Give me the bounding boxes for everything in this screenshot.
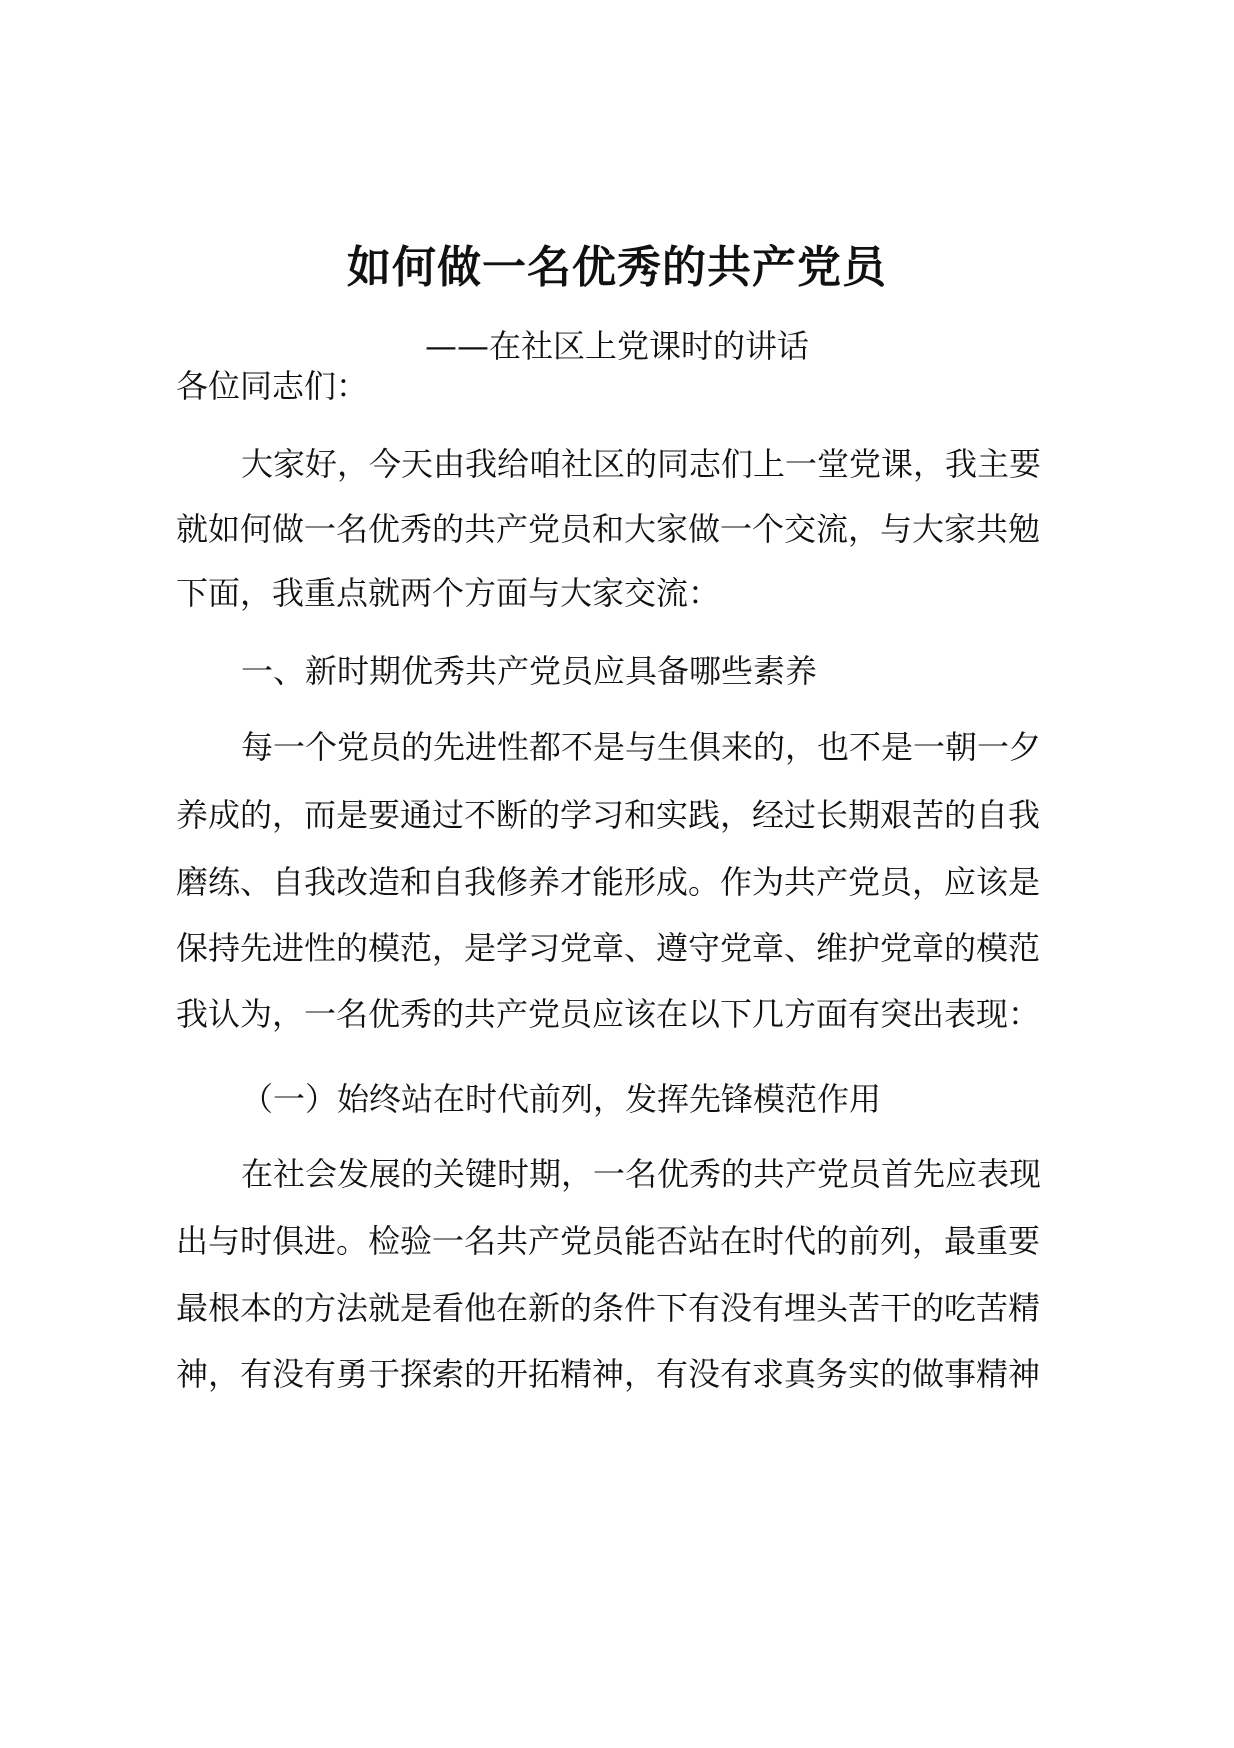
paragraph-line: 下面，我重点就两个方面与大家交流： [176,574,721,612]
subsection-heading: （一）始终站在时代前列，发挥先锋模范作用 [241,1080,882,1118]
document-title: 如何做一名优秀的共产党员 [347,242,887,293]
document-subtitle: ——在社区上党课时的讲话 [424,327,809,365]
paragraph-line: 在社会发展的关键时期，一名优秀的共产党员首先应表现 [241,1155,1042,1193]
salutation: 各位同志们： [176,367,369,405]
paragraph-line: 每一个党员的先进性都不是与生俱来的，也不是一朝一夕 [241,728,1042,766]
paragraph-line: 养成的，而是要通过不断的学习和实践，经过长期艰苦的自我 [176,796,1041,834]
paragraph-line: 磨练、自我改造和自我修养才能形成。作为共产党员，应该是 [176,863,1041,901]
paragraph-line: 最根本的方法就是看他在新的条件下有没有埋头苦干的吃苦精 [176,1289,1041,1327]
paragraph-line: 神，有没有勇于探索的开拓精神，有没有求真务实的做事精神 [176,1355,1041,1393]
section-heading: 一、新时期优秀共产党员应具备哪些素养 [241,652,818,690]
paragraph-line: 出与时俱进。检验一名共产党员能否站在时代的前列，最重要 [176,1222,1041,1260]
paragraph-line: 我认为，一名优秀的共产党员应该在以下几方面有突出表现： [176,995,1041,1033]
paragraph-line: 保持先进性的模范，是学习党章、遵守党章、维护党章的模范 [176,929,1041,967]
paragraph-line: 大家好，今天由我给咱社区的同志们上一堂党课，我主要 [241,445,1042,483]
paragraph-line: 就如何做一名优秀的共产党员和大家做一个交流，与大家共勉 [176,510,1041,548]
